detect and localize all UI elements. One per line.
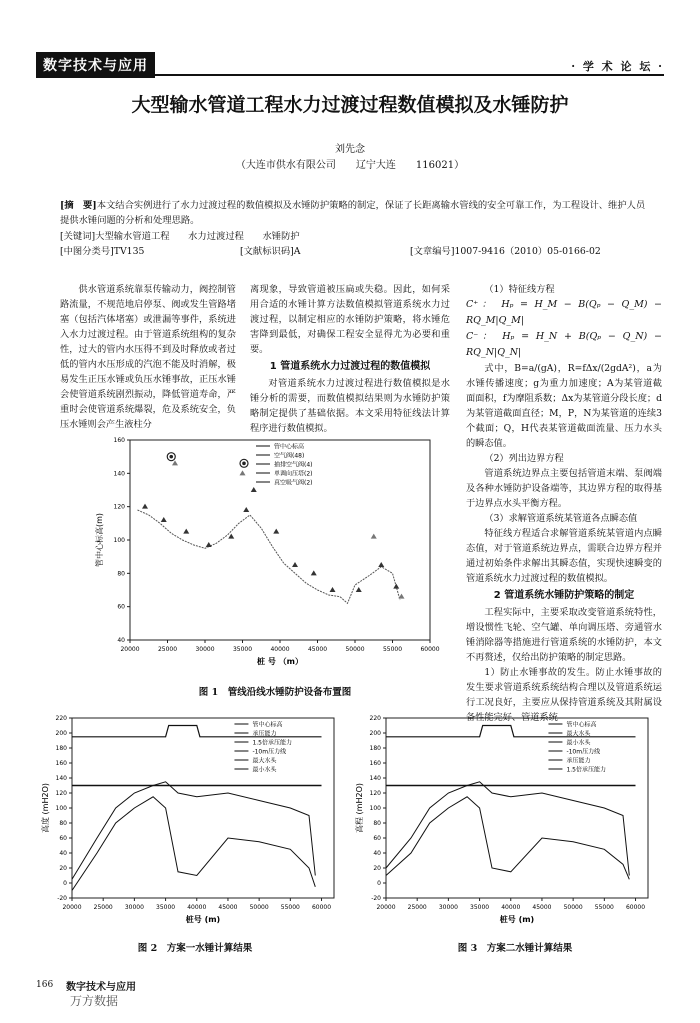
- legend-entry: -10m压力线: [252, 748, 287, 756]
- legend-entry: 最小水头: [566, 739, 591, 747]
- x-tick-label: 25000: [407, 904, 427, 911]
- series-line-4: [386, 797, 629, 880]
- y-axis-label: 管中心标高(m): [95, 512, 104, 568]
- y-tick-label: -20: [57, 895, 67, 902]
- page-number: 166: [36, 980, 54, 990]
- x-tick-label: 50000: [345, 646, 365, 653]
- x-tick-label: 40000: [501, 904, 521, 911]
- abstract-text: 本文结合实例进行了水力过渡过程的数值模拟及水锤防护策略的制定，保证了长距离输水管线的安全可靠工作，为工程设计、维护人员提供水锤问题的分析和处理思路。: [60, 200, 646, 226]
- legend-entry: 1.5倍承压能力: [566, 766, 606, 774]
- x-tick-label: 45000: [218, 904, 238, 911]
- x-tick-label: 50000: [249, 904, 269, 911]
- y-tick-label: 40: [59, 850, 67, 857]
- air-valve-point: [356, 587, 362, 592]
- x-tick-label: 20000: [62, 904, 82, 911]
- air-valve-point: [330, 587, 336, 592]
- x-axis-label: 桩 号 （m）: [257, 657, 303, 666]
- air-valve-point: [161, 517, 167, 522]
- exhaust-valve-point: [399, 594, 405, 599]
- x-tick-label: 40000: [187, 904, 207, 911]
- air-valve-point: [292, 562, 298, 567]
- y-tick-label: 60: [59, 835, 67, 842]
- y-tick-label: 180: [55, 745, 67, 752]
- figure-1-caption: 图 1 管线沿线水锤防护设备布置图: [198, 687, 352, 698]
- section-1-paragraph: 对管道系统水力过渡过程进行数值模拟是水锤分析的需要，而数值模拟结果则为水锤防护策略制定提供了基础依据。本文采用特征线法计算程序进行数值模拟。: [250, 378, 450, 434]
- y-tick-label: 20: [59, 865, 67, 872]
- exhaust-valve-point: [172, 460, 178, 465]
- legend-entry: 最小水头: [252, 766, 277, 774]
- y-tick-label: 80: [373, 820, 381, 827]
- legend-entry: 最大水头: [252, 757, 277, 765]
- legend-entry: 真空吸气阀(2): [274, 479, 313, 487]
- prevention-paragraph: 1）防止水锤事故的发生。防止水锤事故的发生要求管道系统系统结构合理以及管道系统运行工况良好，主要应从保持管道系统及其附属设备性能完好、管道系统: [466, 667, 662, 723]
- y-tick-label: 180: [369, 745, 381, 752]
- y-tick-label: 40: [373, 850, 381, 857]
- y-axis-label: 高程 (mH2O): [355, 783, 364, 833]
- section-label: · 学 术 论 坛 ·: [571, 60, 664, 73]
- y-tick-label: 80: [117, 570, 125, 578]
- x-tick-label: 25000: [157, 646, 178, 653]
- doc-code: A: [293, 246, 301, 257]
- legend-entry: 空气阀(48): [274, 452, 305, 460]
- x-tick-label: 40000: [270, 646, 290, 653]
- clc: TV135: [113, 246, 145, 257]
- air-valve-point: [311, 570, 317, 575]
- x-tick-label: 20000: [120, 646, 140, 653]
- air-valve-point: [378, 562, 384, 567]
- y-tick-label: 160: [55, 760, 67, 767]
- abstract: [60, 198, 650, 228]
- legend-entry: 管中心标高: [252, 721, 283, 729]
- air-valve-point: [273, 529, 279, 534]
- x-tick-label: 45000: [532, 904, 552, 911]
- x-axis-label: 桩号 (m): [185, 915, 221, 924]
- y-tick-label: 40: [117, 637, 125, 644]
- x-tick-label: 55000: [382, 646, 403, 653]
- subsection-2: （2）列出边界方程: [484, 453, 564, 464]
- equation-explanation: 式中，B=a/(gA)，R=fΔx/(2gdA²)，a为水锤传播速度；g为重力加速度；A为某管道截面面积，f为摩阻系数；Δx为某管道分段长度；d为某管道截面直径；M，P，N为某管道的连续3个截面；Q，H代表某管道截面流量、压力水头的瞬态值。: [466, 363, 662, 449]
- keywords-row: [60, 228, 650, 242]
- equation-c-minus: C⁻： Hₚ = H_N + B(Qₚ − Q_N) − RQ_N|Q_N|: [466, 331, 662, 358]
- legend-entry: 最大水头: [566, 730, 591, 738]
- abstract-label: [摘 要]: [60, 200, 97, 211]
- boundary-paragraph: 管道系统边界点主要包括管道末端、泵阀端及各种水锤防护设备端等，其边界方程的取得基于边界点水头平衡方程。: [466, 468, 662, 509]
- air-valve-point: [393, 584, 399, 589]
- vacuum-valve-point: [242, 462, 246, 466]
- air-valve-point: [206, 542, 212, 547]
- y-tick-label: 120: [55, 790, 67, 797]
- figure-3-chart: [350, 712, 668, 934]
- keywords: 大型输水管道工程 水力过渡过程 水锤防护: [95, 231, 300, 242]
- x-tick-label: 50000: [563, 904, 583, 911]
- x-tick-label: 35000: [232, 646, 253, 653]
- air-valve-point: [243, 507, 249, 512]
- series-line-3: [72, 782, 315, 880]
- legend-entry: 1.5倍承压能力: [252, 739, 292, 747]
- x-tick-label: 30000: [195, 646, 215, 653]
- y-tick-label: 120: [369, 790, 381, 797]
- affiliation: （大连市供水有限公司 辽宁大连 116021）: [235, 160, 465, 171]
- x-tick-label: 30000: [124, 904, 144, 911]
- legend-entry: 承压能力: [566, 757, 591, 765]
- subsection-3: （3）求解管道系统某管道各点瞬态值: [484, 513, 638, 524]
- y-tick-label: 220: [55, 715, 67, 722]
- y-tick-label: 80: [59, 820, 67, 827]
- intro-paragraph: 供水管道系统靠泵传输动力，阀控制管路流量，不规范地启停泵、阀或发生管路堵塞（包括汽体堵塞）或泄漏等事件，系统进入水力过渡过程。由于管道系统组构的复杂性，过大的管内水压得不到及时释放或者过低的管内水压形成的汽泡不能及时消解，极易发生正压水锤或负压水锤事故，正压水锤会使管道系统剧烈振动，降低管道寿命，严重时会使管道系统爆裂，危及系统安全，负压水锤则会产生液柱分: [60, 284, 236, 430]
- y-tick-label: 160: [369, 760, 381, 767]
- legend-entry: 抽排空气阀(4): [274, 461, 313, 469]
- y-tick-label: 0: [377, 880, 381, 887]
- article-no-label: [文章编号]: [410, 246, 455, 257]
- section-heading-1: 1 管道系统水力过渡过程的数值模拟: [269, 361, 431, 372]
- plot-frame: [72, 718, 334, 898]
- figure-3-caption: 图 3 方案二水锤计算结果: [457, 943, 573, 954]
- legend-entry: 管中心标高: [274, 443, 305, 451]
- keywords-label: [关键词]: [60, 231, 96, 242]
- classification-row: [60, 243, 650, 257]
- air-valve-point: [142, 504, 148, 509]
- series-line-4: [72, 797, 315, 891]
- section-tag: 数字技术与应用: [36, 52, 155, 78]
- plot-frame: [386, 718, 648, 898]
- body-column-2: [250, 282, 450, 436]
- subsection-1: （1）特征线方程: [484, 284, 555, 295]
- clc-label: [中图分类号]: [60, 246, 114, 257]
- section-heading-2: 2 管道系统水锤防护策略的制定: [493, 590, 635, 601]
- legend-entry: 单调向压塔(2): [274, 470, 313, 478]
- x-tick-label: 60000: [420, 646, 440, 653]
- y-tick-label: 140: [113, 470, 125, 478]
- y-tick-label: 100: [55, 805, 67, 812]
- y-tick-label: 140: [369, 775, 381, 782]
- y-tick-label: -20: [371, 895, 381, 902]
- x-tick-label: 35000: [156, 904, 176, 911]
- y-tick-label: 120: [113, 503, 125, 511]
- series-line-1: [72, 726, 322, 737]
- y-axis-label: 高度 (mH2O): [41, 783, 50, 833]
- air-valve-point: [228, 534, 234, 539]
- y-tick-label: 60: [373, 835, 381, 842]
- x-tick-label: 35000: [470, 904, 490, 911]
- solve-paragraph: 特征线方程适合求解管道系统某管道内点瞬态值，对于管道系统边界点，需联合边界方程并通过初始条件求解出其瞬态值，实现快速瞬变的管道系统水力过渡过程的数值模拟。: [466, 528, 662, 584]
- watermark: 万方数据: [70, 994, 119, 1008]
- y-tick-label: 0: [63, 880, 67, 887]
- y-tick-label: 200: [369, 730, 381, 737]
- x-axis-label: 桩号 (m): [499, 915, 535, 924]
- y-tick-label: 100: [113, 537, 125, 544]
- y-tick-label: 60: [117, 603, 125, 611]
- series-line-1: [386, 726, 636, 737]
- x-tick-label: 55000: [280, 904, 300, 911]
- legend-entry: 承压能力: [252, 730, 277, 738]
- y-tick-label: 220: [369, 715, 381, 722]
- x-tick-label: 30000: [438, 904, 458, 911]
- y-tick-label: 20: [373, 865, 381, 872]
- series-pipe-elevation: [138, 510, 401, 603]
- y-tick-label: 160: [113, 437, 125, 444]
- x-tick-label: 20000: [376, 904, 396, 911]
- author: 刘先念: [335, 144, 365, 155]
- figure-2-chart: [36, 712, 354, 934]
- journal-name: 数字技术与应用: [66, 982, 136, 993]
- body-column-1: [60, 282, 236, 432]
- air-valve-point: [183, 529, 189, 534]
- x-tick-label: 45000: [307, 646, 328, 653]
- legend-entry: -10m压力线: [566, 748, 601, 756]
- article-no: 1007-9416（2010）05-0166-02: [454, 246, 601, 257]
- equation-c-plus: C⁺： Hₚ = H_M − B(Qₚ − Q_M) − RQ_M|Q_M|: [466, 299, 662, 326]
- x-tick-label: 55000: [594, 904, 614, 911]
- figure-2-caption: 图 2 方案一水锤计算结果: [137, 943, 253, 954]
- series-line-3: [386, 782, 629, 876]
- x-tick-label: 60000: [311, 904, 332, 911]
- strategy-paragraph: 工程实际中，主要采取改变管道系统特性，增设惯性飞轮、空气罐、单向调压塔、旁通管水锤消除器等措施进行管道系统的水锤防护，本文不再赘述，仅给出防护策略的制定思路。: [466, 607, 662, 663]
- paper-title: 大型输水管道工程水力过渡过程数值模拟及水锤防护: [131, 94, 569, 116]
- y-tick-label: 200: [55, 730, 67, 737]
- y-tick-label: 140: [55, 775, 67, 782]
- y-tick-label: 100: [369, 805, 381, 812]
- x-tick-label: 60000: [625, 904, 646, 911]
- x-tick-label: 25000: [93, 904, 113, 911]
- vacuum-valve-point: [169, 455, 173, 459]
- figure-1-chart: [90, 430, 450, 670]
- legend-entry: 管中心标高: [566, 721, 597, 729]
- exhaust-valve-point: [371, 534, 377, 539]
- header-rule: [36, 74, 664, 76]
- intro-paragraph-cont: 离现象，导致管道被压扁或失稳。因此，如何采用合适的水锤计算方法数值模拟管道系统水力过渡过程，以制定相应的水锤防护策略，将水锤危害降到最低，对确保工程安全显得尤为必要和重要。: [250, 284, 450, 355]
- air-valve-point: [251, 487, 257, 492]
- body-column-3: [466, 282, 662, 725]
- doc-code-label: [文献标识码]: [240, 246, 294, 257]
- exhaust-valve-point: [240, 470, 246, 475]
